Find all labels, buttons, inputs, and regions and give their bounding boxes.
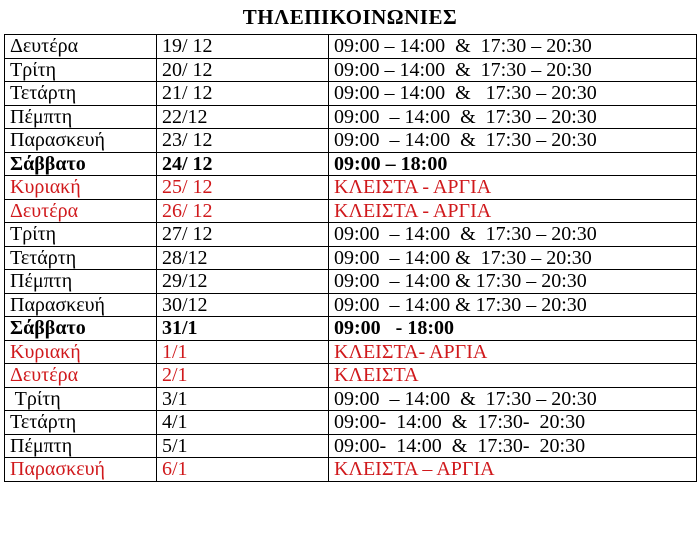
date-cell: 26/ 12 bbox=[157, 199, 329, 223]
day-cell: Τρίτη bbox=[5, 387, 157, 411]
date-cell: 31/1 bbox=[157, 317, 329, 341]
table-row bbox=[5, 317, 697, 341]
date-cell: 20/ 12 bbox=[157, 58, 329, 82]
schedule-body bbox=[5, 35, 697, 482]
date-cell: 22/12 bbox=[157, 105, 329, 129]
day-cell: Παρασκευή bbox=[5, 293, 157, 317]
date-cell: 2/1 bbox=[157, 364, 329, 388]
date-cell: 25/ 12 bbox=[157, 176, 329, 200]
hours-cell: 09:00 – 14:00 & 17:30 – 20:30 bbox=[329, 293, 697, 317]
hours-cell: 09:00 – 18:00 bbox=[329, 152, 697, 176]
date-cell: 30/12 bbox=[157, 293, 329, 317]
date-cell: 24/ 12 bbox=[157, 152, 329, 176]
hours-cell: 09:00- 14:00 & 17:30- 20:30 bbox=[329, 411, 697, 435]
date-cell: 3/1 bbox=[157, 387, 329, 411]
table-row bbox=[5, 58, 697, 82]
date-cell: 19/ 12 bbox=[157, 35, 329, 59]
day-cell: Παρασκευή bbox=[5, 458, 157, 482]
date-cell: 21/ 12 bbox=[157, 82, 329, 106]
table-row bbox=[5, 152, 697, 176]
day-cell: Δευτέρα bbox=[5, 35, 157, 59]
hours-cell: 09:00 - 18:00 bbox=[329, 317, 697, 341]
hours-cell: 09:00 – 14:00 & 17:30 – 20:30 bbox=[329, 387, 697, 411]
hours-cell: 09:00 – 14:00 & 17:30 – 20:30 bbox=[329, 105, 697, 129]
hours-cell: ΚΛΕΙΣΤΑ – ΑΡΓΙΑ bbox=[329, 458, 697, 482]
date-cell: 4/1 bbox=[157, 411, 329, 435]
table-row bbox=[5, 35, 697, 59]
table-row bbox=[5, 176, 697, 200]
date-cell: 5/1 bbox=[157, 434, 329, 458]
table-row bbox=[5, 270, 697, 294]
table-row bbox=[5, 434, 697, 458]
hours-cell: ΚΛΕΙΣΤΑ bbox=[329, 364, 697, 388]
day-cell: Τρίτη bbox=[5, 58, 157, 82]
hours-cell: 09:00 – 14:00 & 17:30 – 20:30 bbox=[329, 129, 697, 153]
table-row bbox=[5, 105, 697, 129]
table-row bbox=[5, 458, 697, 482]
day-cell: Σάββατο bbox=[5, 152, 157, 176]
table-row bbox=[5, 223, 697, 247]
hours-cell: 09:00 – 14:00 & 17:30 – 20:30 bbox=[329, 246, 697, 270]
day-cell: Τετάρτη bbox=[5, 246, 157, 270]
date-cell: 23/ 12 bbox=[157, 129, 329, 153]
day-cell: Παρασκευή bbox=[5, 129, 157, 153]
schedule-table bbox=[4, 34, 697, 482]
day-cell: Δευτέρα bbox=[5, 364, 157, 388]
hours-cell: ΚΛΕΙΣΤΑ - ΑΡΓΙΑ bbox=[329, 199, 697, 223]
day-cell: Σάββατο bbox=[5, 317, 157, 341]
hours-cell: ΚΛΕΙΣΤΑ- ΑΡΓΙΑ bbox=[329, 340, 697, 364]
day-cell: Πέμπτη bbox=[5, 270, 157, 294]
table-row bbox=[5, 82, 697, 106]
day-cell: Κυριακή bbox=[5, 340, 157, 364]
table-row bbox=[5, 387, 697, 411]
day-cell: Πέμπτη bbox=[5, 105, 157, 129]
table-row bbox=[5, 293, 697, 317]
hours-cell: 09:00 – 14:00 & 17:30 – 20:30 bbox=[329, 58, 697, 82]
table-row bbox=[5, 199, 697, 223]
hours-cell: 09:00 – 14:00 & 17:30 – 20:30 bbox=[329, 223, 697, 247]
day-cell: Κυριακή bbox=[5, 176, 157, 200]
page-title: ΤΗΛΕΠΙΚΟΙΝΩΝΙΕΣ bbox=[242, 5, 458, 29]
table-row bbox=[5, 129, 697, 153]
date-cell: 29/12 bbox=[157, 270, 329, 294]
table-row bbox=[5, 364, 697, 388]
date-cell: 6/1 bbox=[157, 458, 329, 482]
hours-cell: 09:00 – 14:00 & 17:30 – 20:30 bbox=[329, 35, 697, 59]
table-row bbox=[5, 411, 697, 435]
hours-cell: 09:00 – 14:00 & 17:30 – 20:30 bbox=[329, 270, 697, 294]
table-row bbox=[5, 340, 697, 364]
hours-cell: 09:00- 14:00 & 17:30- 20:30 bbox=[329, 434, 697, 458]
date-cell: 1/1 bbox=[157, 340, 329, 364]
date-cell: 28/12 bbox=[157, 246, 329, 270]
hours-cell: ΚΛΕΙΣΤΑ - ΑΡΓΙΑ bbox=[329, 176, 697, 200]
hours-cell: 09:00 – 14:00 & 17:30 – 20:30 bbox=[329, 82, 697, 106]
day-cell: Τρίτη bbox=[5, 223, 157, 247]
day-cell: Τετάρτη bbox=[5, 411, 157, 435]
day-cell: Πέμπτη bbox=[5, 434, 157, 458]
day-cell: Τετάρτη bbox=[5, 82, 157, 106]
day-cell: Δευτέρα bbox=[5, 199, 157, 223]
date-cell: 27/ 12 bbox=[157, 223, 329, 247]
table-row bbox=[5, 246, 697, 270]
